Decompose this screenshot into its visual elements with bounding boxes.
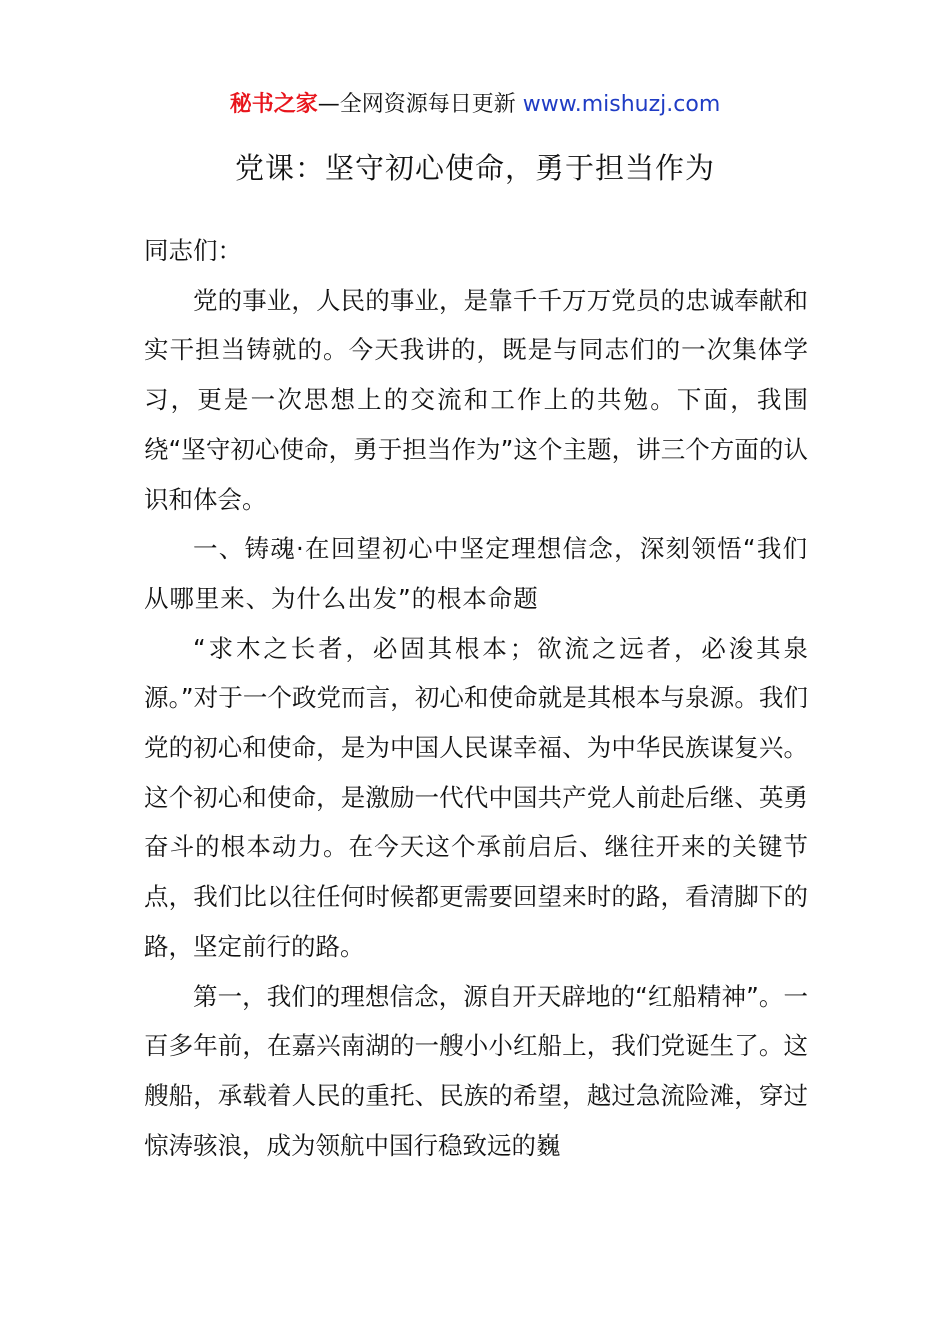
document-body (144, 226, 808, 1170)
site-url-link[interactable]: www.mishuzj.com (522, 92, 721, 117)
paragraph-intro: 党的事业，人民的事业，是靠千千万万党员的忠诚奉献和实干担当铸就的。今天我讲的，既是与同志们的一次集体学习，更是一次思想上的交流和工作上的共勉。下面，我围绕“坚守初心使命，勇于担当作为”这个主题，讲三个方面的认识和体会。 (144, 285, 808, 514)
section-heading-1: 一、铸魂·在回望初心中坚定理想信念，深刻领悟“我们从哪里来、为什么出发”的根本命题 (144, 534, 808, 613)
site-tagline: —全网资源每日更新 (317, 92, 523, 117)
salutation: 同志们： (144, 236, 242, 265)
paragraph-first-point: 第一，我们的理想信念，源自开天辟地的“红船精神”。一百多年前，在嘉兴南湖的一艘小小红船上，我们党诞生了。这艘船，承载着人民的重托、民族的希望，越过急流险滩，穿过惊涛骇浪，成为领航中国行稳致远的巍 (144, 981, 808, 1160)
site-header (0, 89, 950, 121)
paragraph-roots: “求木之长者，必固其根本；欲流之远者，必浚其泉源。”对于一个政党而言，初心和使命就是其根本与泉源。我们党的初心和使命，是为中国人民谋幸福、为中华民族谋复兴。这个初心和使命，是激励一代代中国共产党人前赴后继、英勇奋斗的根本动力。在今天这个承前启后、继往开来的关键节点，我们比以往任何时候都更需要回望来时的路，看清脚下的路，坚定前行的路。 (144, 633, 808, 961)
document-title: 党课：坚守初心使命，勇于担当作为 (234, 151, 715, 185)
site-brand: 秘书之家 (229, 92, 318, 117)
